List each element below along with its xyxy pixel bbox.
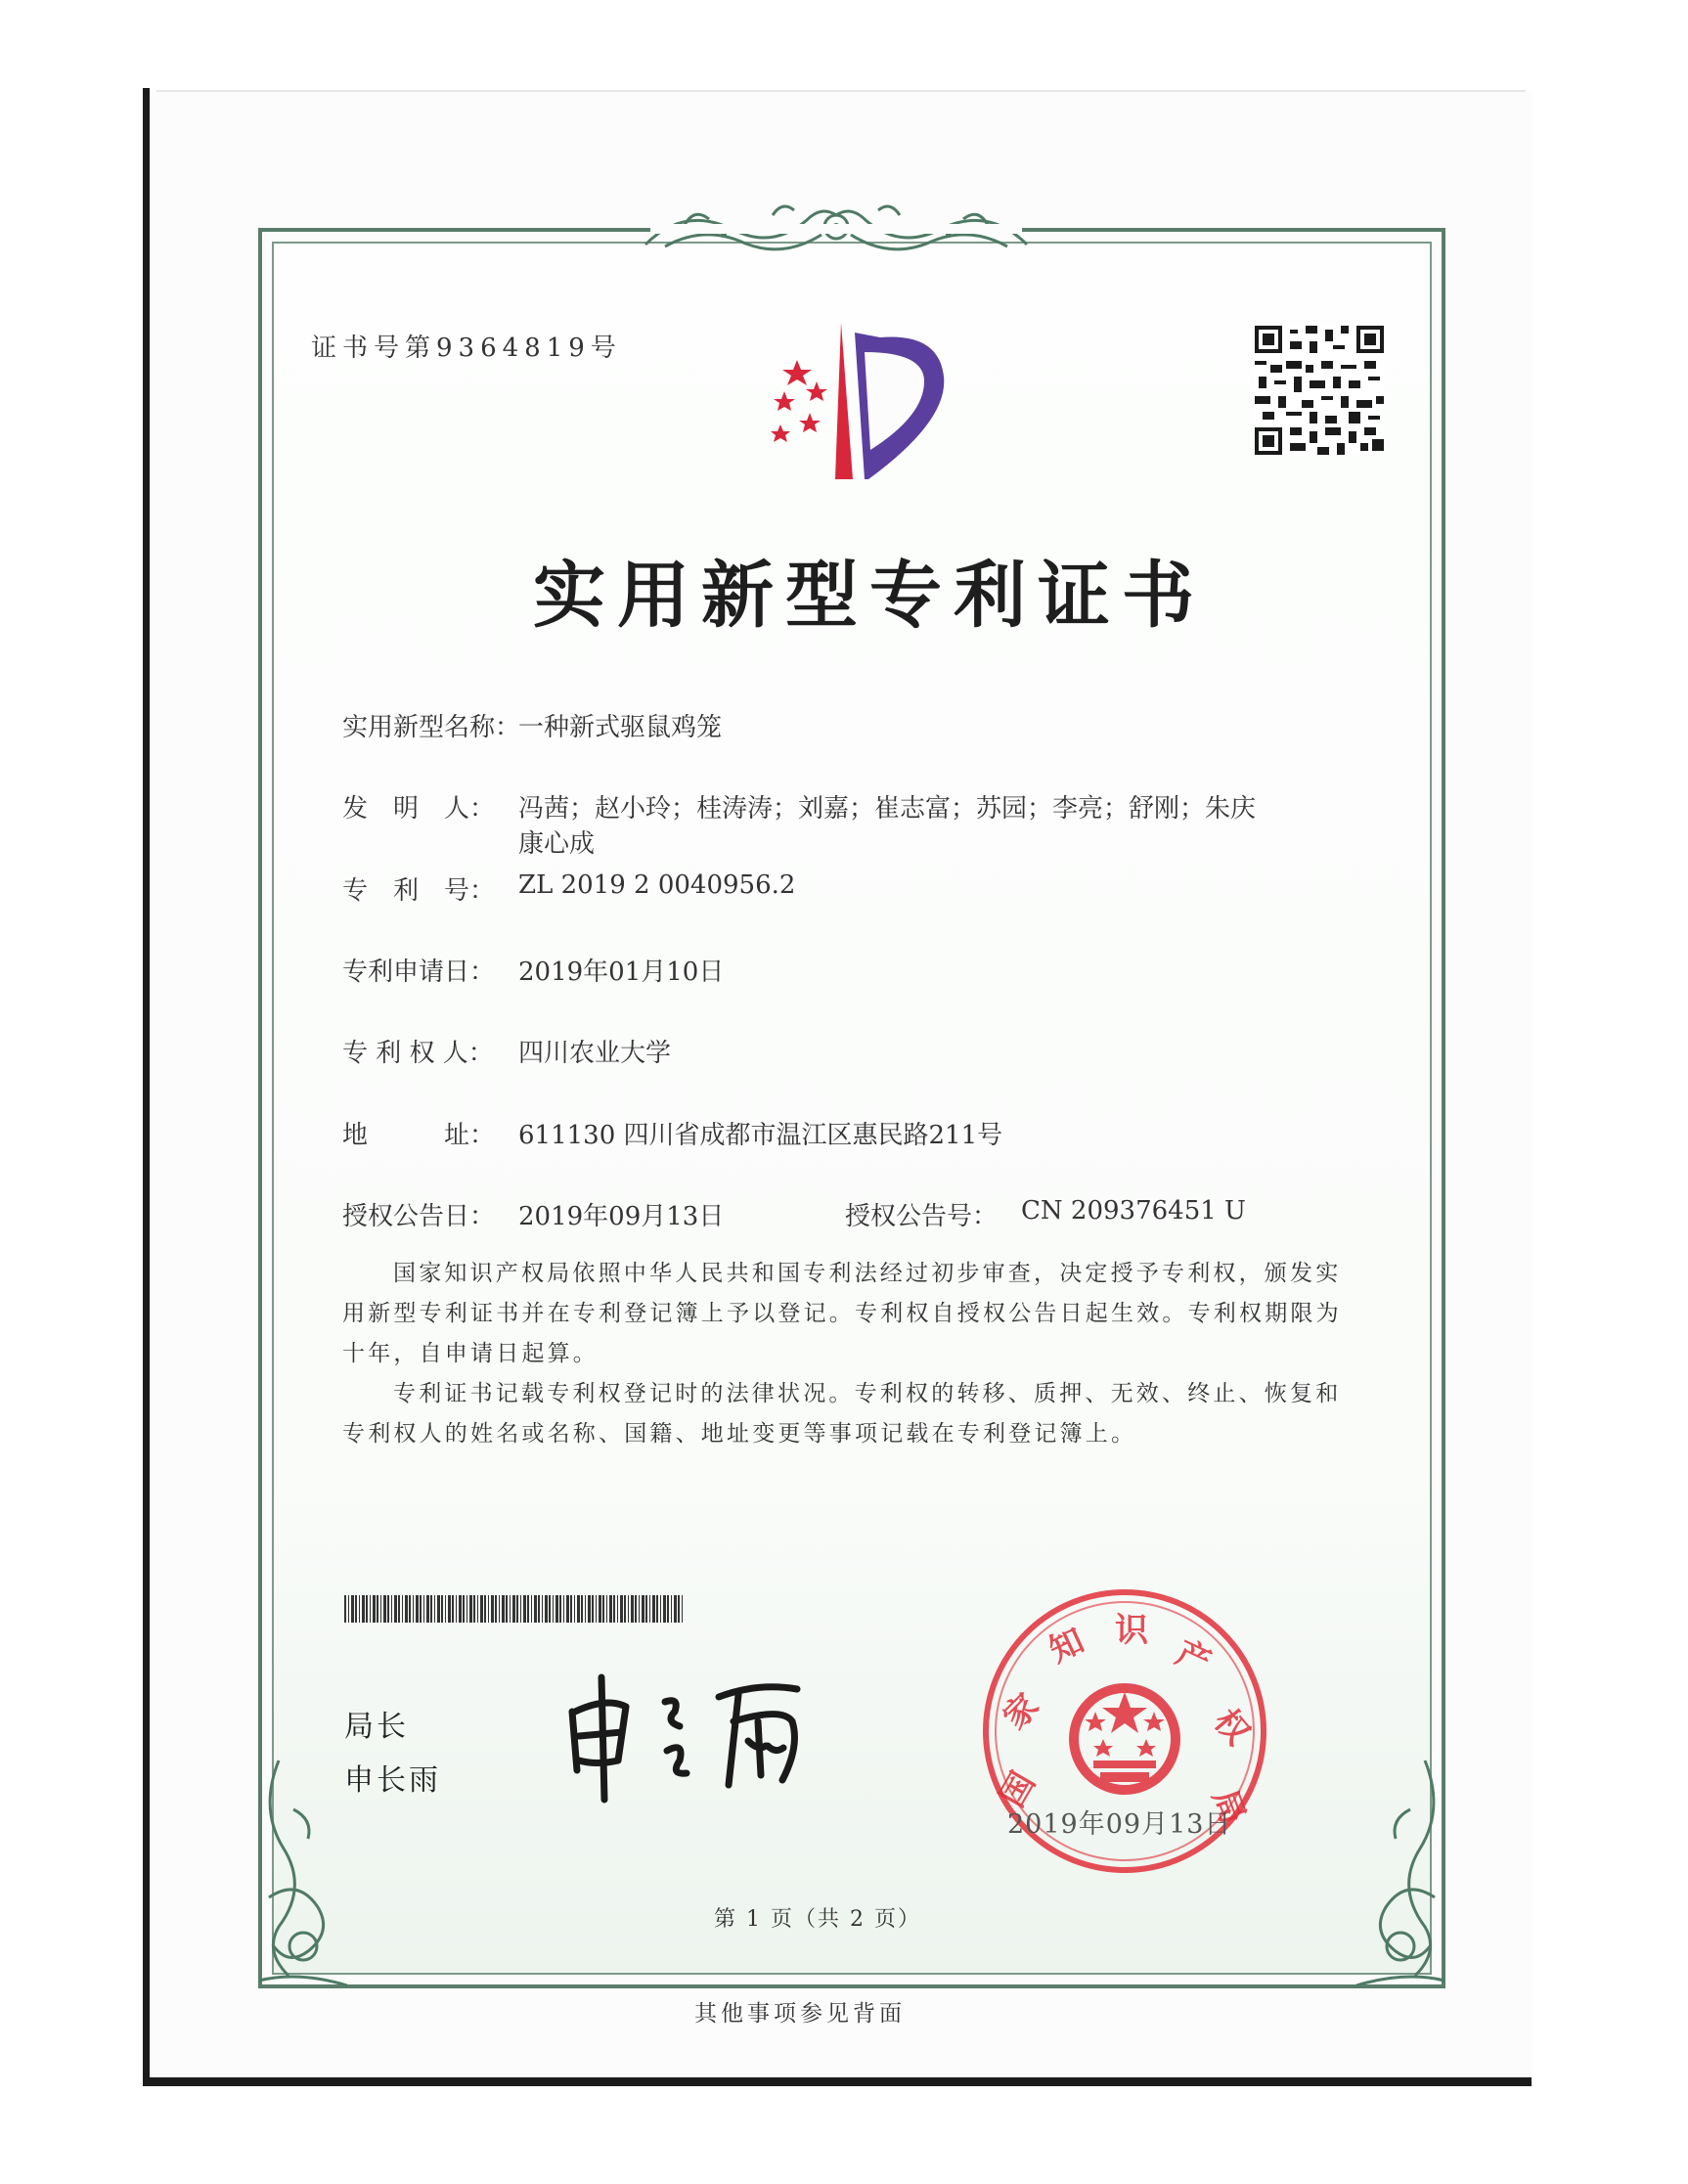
svg-text:局: 局 bbox=[1204, 1784, 1253, 1830]
patent-office-logo-icon bbox=[743, 323, 958, 489]
page-title: 实用新型专利证书 bbox=[533, 554, 1206, 638]
handwritten-signature bbox=[557, 1668, 851, 1805]
svg-text:国: 国 bbox=[993, 1765, 1044, 1814]
page-number: 第 1 页（共 2 页） bbox=[714, 1907, 921, 1932]
patentee-label: 专 利 权 人： bbox=[342, 1039, 494, 1068]
top-ornament-gap bbox=[650, 224, 1022, 234]
bottom-left-ornament-icon bbox=[249, 1751, 357, 1995]
body-paragraph-1: 国家知识产权局依照中华人民共和国专利法经过初步审查，决定授予专利权，颁发实用新型专利证书并在专利登记簿上予以登记。专利权自授权公告日起生效。专利权期限为十年，自申请日起算。 bbox=[342, 1261, 1342, 1366]
scan-left-edge bbox=[143, 88, 150, 2083]
body-paragraph-2: 专利证书记载专利权登记时的法律状况。专利权的转移、质押、无效、终止、恢复和专利权人的姓名或名称、国籍、地址变更等事项记载在专利登记簿上。 bbox=[342, 1381, 1342, 1447]
address-value: 611130 四川省成都市温江区惠民路211号 bbox=[518, 1121, 1003, 1150]
patent-number-value: ZL 2019 2 0040956.2 bbox=[518, 870, 796, 900]
svg-text:家: 家 bbox=[996, 1686, 1047, 1738]
patent-number-label: 专 利 号： bbox=[342, 876, 496, 906]
seal-date: 2019年09月13日 bbox=[1007, 1809, 1232, 1840]
inventors-value-line2: 康心成 bbox=[518, 829, 596, 859]
svg-text:知: 知 bbox=[1043, 1621, 1090, 1671]
inventors-value-line1: 冯茜；赵小玲；桂涛涛；刘嘉；崔志富；苏园；李亮；舒刚；朱庆 bbox=[518, 794, 1257, 824]
qr-code-icon bbox=[1255, 326, 1384, 455]
name-value: 一种新式驱鼠鸡笼 bbox=[518, 713, 723, 742]
svg-text:权: 权 bbox=[1206, 1702, 1258, 1753]
footer-note: 其他事项参见背面 bbox=[694, 2001, 906, 2027]
signatory-title: 局长 bbox=[344, 1710, 409, 1744]
name-label: 实用新型名称： bbox=[342, 713, 521, 742]
grant-number-label: 授权公告号： bbox=[845, 1202, 999, 1231]
certificate-number: 证书号第9364819号 bbox=[311, 334, 622, 363]
filing-date-value: 2019年01月10日 bbox=[518, 958, 725, 987]
svg-text:识: 识 bbox=[1115, 1611, 1148, 1650]
address-label: 地 址： bbox=[342, 1121, 496, 1150]
grant-date-value: 2019年09月13日 bbox=[518, 1202, 725, 1231]
inventors-label: 发 明 人： bbox=[342, 794, 496, 824]
grant-number-value: CN 209376451 U bbox=[1021, 1196, 1246, 1226]
filing-date-label: 专利申请日： bbox=[342, 958, 496, 987]
patentee-value: 四川农业大学 bbox=[518, 1039, 672, 1068]
bottom-right-ornament-icon bbox=[1347, 1751, 1454, 1995]
svg-text:产: 产 bbox=[1170, 1632, 1217, 1683]
barcode-icon bbox=[344, 1595, 685, 1623]
signatory-name: 申长雨 bbox=[344, 1763, 441, 1798]
scan-bottom-edge bbox=[143, 2077, 1532, 2086]
grant-date-label: 授权公告日： bbox=[342, 1202, 496, 1231]
